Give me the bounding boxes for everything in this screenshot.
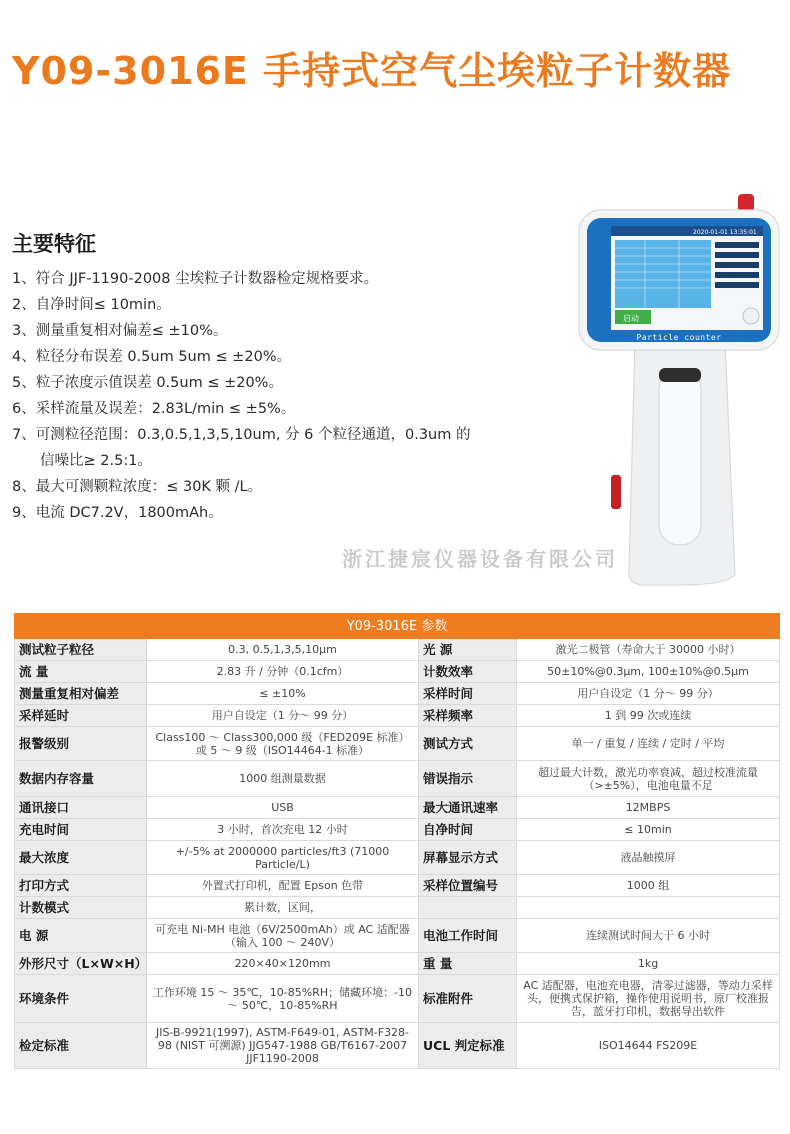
spec-value: Class100 ～ Class300,000 级（FED209E 标准）或 5 ～ 9 级（ISO14464-1 标准） — [147, 727, 419, 761]
spec-key: 数据内存容量 — [15, 761, 147, 797]
handle-grip — [659, 370, 701, 545]
brand-label: Particle counter — [636, 333, 722, 342]
spec-key: 屏幕显示方式 — [419, 841, 517, 875]
spec-key: 计数模式 — [15, 897, 147, 919]
spec-value: 外置式打印机，配置 Epson 色带 — [147, 875, 419, 897]
spec-value: 3 小时，首次充电 12 小时 — [147, 819, 419, 841]
spec-key: 采样频率 — [419, 705, 517, 727]
screen-round-button — [743, 308, 759, 324]
feature-item-text: 7、可测粒径范围：0.3,0.5,1,3,5,10um, 分 6 个粒径通道，0.3um 的 — [12, 427, 471, 443]
spec-key: 测试方式 — [419, 727, 517, 761]
spec-value: +/-5% at 2000000 particles/ft3 (71000 Particle/L) — [147, 841, 419, 875]
spec-key: 报警级别 — [15, 727, 147, 761]
spec-key: 最大通讯速率 — [419, 797, 517, 819]
spec-key: 环境条件 — [15, 975, 147, 1023]
features-list — [12, 266, 552, 526]
spec-value: 1kg — [517, 953, 780, 975]
spec-value: 1 到 99 次或连续 — [517, 705, 780, 727]
spec-table — [14, 613, 780, 1069]
spec-value: 液晶触摸屏 — [517, 841, 780, 875]
spec-value: 用户自设定（1 分～ 99 分） — [147, 705, 419, 727]
spec-key: 光 源 — [419, 639, 517, 661]
feature-item: 4、粒径分布误差 0.5um 5um ≤ ±20%。 — [12, 349, 292, 365]
spec-value: 50±10%@0.3μm, 100±10%@0.5μm — [517, 661, 780, 683]
company-watermark: 浙江捷宸仪器设备有限公司 — [342, 547, 618, 571]
spec-value: ISO14644 FS209E — [517, 1023, 780, 1069]
spec-value: 220×40×120mm — [147, 953, 419, 975]
spec-table-header: Y09-3016E 参数 — [15, 614, 780, 639]
spec-key: 重 量 — [419, 953, 517, 975]
feature-item: 8、最大可测颗粒浓度：≤ 30K 颗 /L。 — [12, 479, 263, 495]
spec-key: 流 量 — [15, 661, 147, 683]
spec-key: UCL 判定标准 — [419, 1023, 517, 1069]
feature-item: 1、符合 JJF-1190-2008 尘埃粒子计数器检定规格要求。 — [12, 271, 379, 287]
feature-item: 9、电流 DC7.2V，1800mAh。 — [12, 505, 223, 521]
start-label: 启动 — [623, 314, 639, 323]
page-title: Y09-3016E 手持式空气尘埃粒子计数器 — [12, 49, 732, 93]
spec-value: 工作环境 15 ～ 35℃，10-85%RH；储藏环境：-10 ～ 50℃，10-85%RH — [147, 975, 419, 1023]
sensor-inlet-knob — [738, 194, 754, 212]
spec-value: 累计数，区间， — [147, 897, 419, 919]
spec-value: 可充电 Ni-MH 电池（6V/2500mAh）或 AC 适配器（输入 100 ～ 240V） — [147, 919, 419, 953]
spec-key: 采样位置编号 — [419, 875, 517, 897]
feature-item-continuation: 信噪比≥ 2.5:1。 — [40, 453, 152, 469]
spec-key: 标准附件 — [419, 975, 517, 1023]
spec-key: 充电时间 — [15, 819, 147, 841]
spec-key: 外形尺寸（L×W×H） — [15, 953, 147, 975]
feature-item: 2、自净时间≤ 10min。 — [12, 297, 171, 313]
spec-key: 测量重复相对偏差 — [15, 683, 147, 705]
spec-key — [419, 897, 517, 919]
spec-key: 错误指示 — [419, 761, 517, 797]
spec-value: 1000 组 — [517, 875, 780, 897]
spec-key: 打印方式 — [15, 875, 147, 897]
spec-key: 测试粒子粒径 — [15, 639, 147, 661]
spec-key: 最大浓度 — [15, 841, 147, 875]
spec-key: 电 源 — [15, 919, 147, 953]
spec-key: 自净时间 — [419, 819, 517, 841]
feature-item: 6、采样流量及误差：2.83L/min ≤ ±5%。 — [12, 401, 296, 417]
features-heading: 主要特征 — [12, 232, 96, 256]
spec-value: AC 适配器，电池充电器，清零过滤器，等动力采样头，便携式保护箱，操作使用说明书，原厂校准报告，蓝牙打印机，数据导出软件 — [517, 975, 780, 1023]
spec-value — [517, 897, 780, 919]
spec-key: 检定标准 — [15, 1023, 147, 1069]
spec-value: 1000 组测量数据 — [147, 761, 419, 797]
spec-value: 单一 / 重复 / 连续 / 定时 / 平均 — [517, 727, 780, 761]
feature-item: 3、测量重复相对偏差≤ ±10%。 — [12, 323, 228, 339]
feature-item — [12, 422, 552, 474]
spec-value: USB — [147, 797, 419, 819]
spec-key: 电池工作时间 — [419, 919, 517, 953]
feature-item: 5、粒子浓度示值误差 0.5um ≤ ±20%。 — [12, 375, 283, 391]
particle-counter-device-image — [575, 190, 785, 590]
spec-key: 计数效率 — [419, 661, 517, 683]
side-button — [611, 475, 621, 509]
spec-key: 采样延时 — [15, 705, 147, 727]
screen-chart-area — [615, 240, 711, 308]
screen-date: 2020-01-01 13:35:01 — [693, 229, 757, 236]
spec-key: 采样时间 — [419, 683, 517, 705]
spec-value: 用户自设定（1 分～ 99 分） — [517, 683, 780, 705]
spec-value: JIS-B-9921(1997), ASTM-F649-01, ASTM-F328-98 (NIST 可溯源) JJG547-1988 GB/T6167-2007 JJF1190-2008 — [147, 1023, 419, 1069]
spec-value: 2.83 升 / 分钟（0.1cfm） — [147, 661, 419, 683]
spec-value: 0.3, 0.5,1,3,5,10μm — [147, 639, 419, 661]
spec-value: 超过最大计数，激光功率衰减，超过校准流量（>±5%），电池电量不足 — [517, 761, 780, 797]
spec-value: 12MBPS — [517, 797, 780, 819]
spec-value: 连续测试时间大于 6 小时 — [517, 919, 780, 953]
spec-value: ≤ ±10% — [147, 683, 419, 705]
spec-value: ≤ 10min — [517, 819, 780, 841]
spec-key: 通讯接口 — [15, 797, 147, 819]
handle-slot — [659, 368, 701, 382]
spec-value: 激光二极管（寿命大于 30000 小时） — [517, 639, 780, 661]
